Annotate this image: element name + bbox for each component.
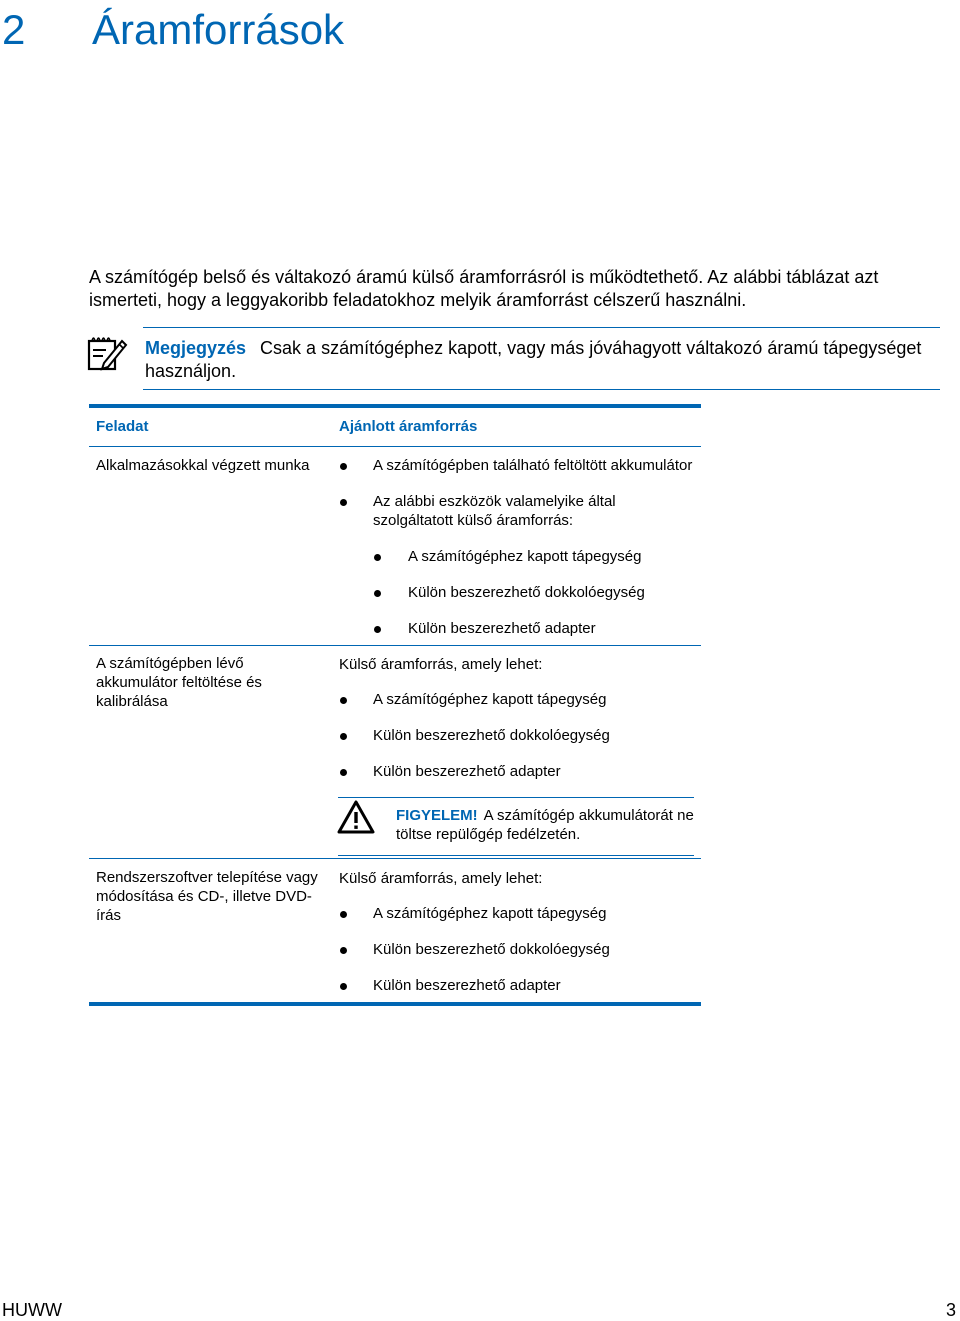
- note-pad-icon: [86, 333, 128, 373]
- note-label: Megjegyzés: [145, 338, 247, 358]
- warning-triangle-icon: [336, 799, 376, 835]
- header-rule: [89, 446, 701, 447]
- row3-task: Rendszerszoftver telepítése vagy módosítása és CD-, illetve DVD-írás: [96, 869, 318, 924]
- note-top-rule: [143, 327, 940, 328]
- intro-paragraph: A számítógép belső és váltakozó áramú külső áramforrásról is működtethető. Az alábbi táblázat azt ismerteti, hogy a leggyakoribb feladatokhoz melyik áramforrást célszerű használni.: [89, 267, 879, 310]
- row1-item1: A számítógépben található feltöltött akkumulátor: [373, 457, 693, 474]
- bullet: [340, 947, 347, 954]
- bullet: [340, 697, 347, 704]
- bullet: [374, 626, 381, 633]
- row-divider: [89, 645, 701, 646]
- chapter-number: 2: [2, 6, 26, 53]
- bullet: [340, 499, 347, 506]
- note-body: Csak a számítógéphez kapott, vagy más jóváhagyott váltakozó áramú tápegységet használjon.: [145, 338, 922, 381]
- row-divider: [89, 858, 701, 859]
- note-text: [145, 337, 925, 383]
- header-source: Ajánlott áramforrás: [339, 418, 478, 435]
- warning-bottom-rule: [338, 855, 694, 856]
- row2-item: Külön beszerezhető dokkolóegység: [373, 727, 610, 744]
- row2-intro: Külső áramforrás, amely lehet:: [339, 656, 543, 673]
- bullet: [340, 733, 347, 740]
- note-bottom-rule: [143, 389, 940, 390]
- warning-top-rule: [338, 797, 694, 798]
- row3-item: Külön beszerezhető dokkolóegység: [373, 941, 610, 958]
- bullet: [374, 554, 381, 561]
- table-top-rule: [89, 404, 701, 408]
- row3-item: A számítógéphez kapott tápegység: [373, 905, 607, 922]
- row3-item: Külön beszerezhető adapter: [373, 977, 561, 994]
- row1-task: Alkalmazásokkal végzett munka: [96, 457, 310, 474]
- row1-subitem: Külön beszerezhető adapter: [408, 620, 596, 637]
- header-task: Feladat: [96, 418, 149, 435]
- row2-item: Külön beszerezhető adapter: [373, 763, 561, 780]
- page-number: 3: [945, 1300, 956, 1320]
- row3-intro: Külső áramforrás, amely lehet:: [339, 870, 543, 887]
- warning-text: [396, 806, 696, 844]
- warning-body: A számítógép akkumulátorát ne töltse repülőgép fedélzetén.: [396, 807, 694, 843]
- table-bottom-rule: [89, 1002, 701, 1006]
- footer-left: HUWW: [2, 1300, 62, 1320]
- chapter-title: Áramforrások: [92, 6, 345, 53]
- row2-item: A számítógéphez kapott tápegység: [373, 691, 607, 708]
- row1-subitem: Külön beszerezhető dokkolóegység: [408, 584, 645, 601]
- bullet: [374, 590, 381, 597]
- row2-task: A számítógépben lévő akkumulátor feltöltése és kalibrálása: [96, 655, 262, 710]
- warning-label: FIGYELEM!: [396, 807, 478, 824]
- bullet: [340, 911, 347, 918]
- row1-item2: Az alábbi eszközök valamelyike által szolgáltatott külső áramforrás:: [373, 493, 616, 529]
- bullet: [340, 983, 347, 990]
- bullet: [340, 769, 347, 776]
- bullet: [340, 463, 347, 470]
- row1-subitem: A számítógéphez kapott tápegység: [408, 548, 642, 565]
